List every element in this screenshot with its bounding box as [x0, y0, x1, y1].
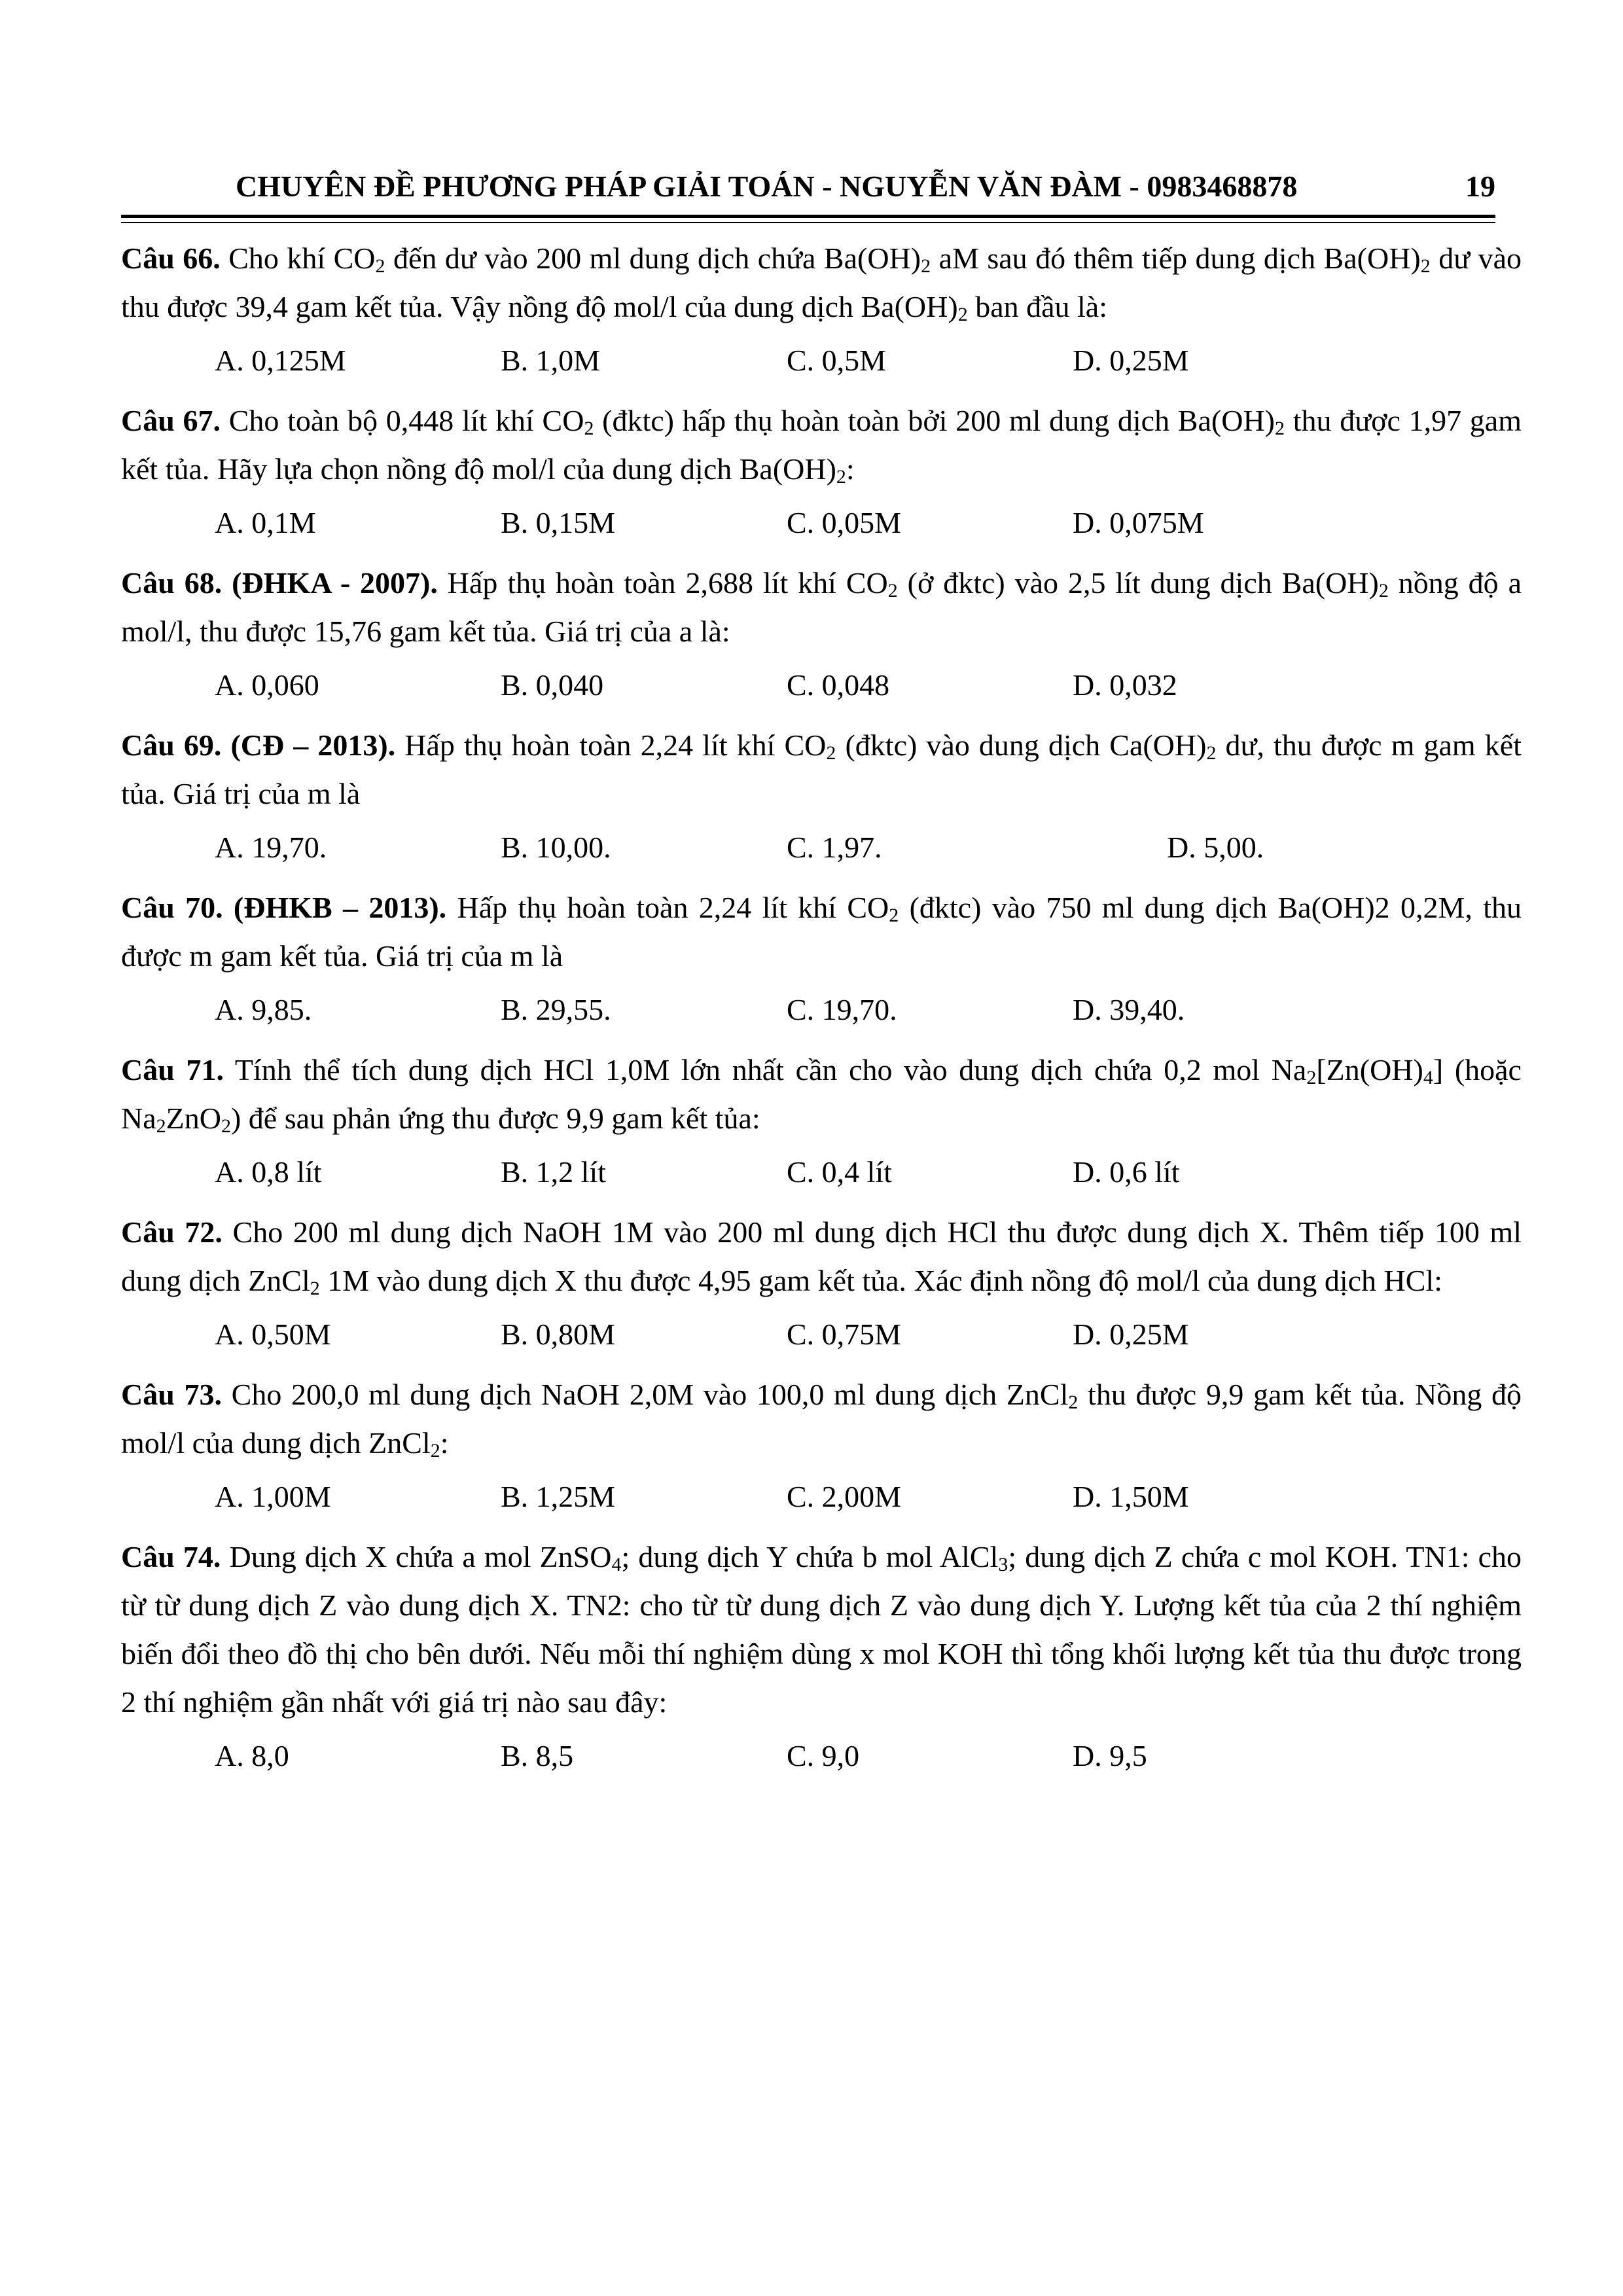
question-block — [121, 1533, 1522, 1780]
question-block — [121, 1371, 1522, 1521]
option-a: A. 9,85. — [215, 993, 312, 1026]
header-title: CHUYÊN ĐỀ PHƯƠNG PHÁP GIẢI TOÁN - NGUYỄN VĂN ĐÀM - 0983468878 — [236, 170, 1298, 203]
subscript: 2 — [921, 255, 931, 277]
subscript: 2 — [836, 466, 846, 488]
question-block — [121, 397, 1522, 547]
option-b: B. 1,0M — [501, 344, 601, 377]
option-a: A. 0,125M — [215, 344, 346, 377]
question-block — [121, 721, 1522, 872]
question-label: Câu 72. — [121, 1215, 223, 1249]
subscript: 2 — [310, 1278, 320, 1299]
answer-options — [121, 499, 1522, 547]
option-a: A. 0,50M — [215, 1318, 331, 1351]
subscript: 4 — [611, 1554, 622, 1575]
question-block — [121, 559, 1522, 709]
question-text: Câu 71. Tính thể tích dung dịch HCl 1,0M lớn nhất cần cho vào dung dịch chứa 0,2 mol $Na_2[Zn(OH)_4]$ (hoặc $Na_2ZnO_2$) để sau phản ứng thu được 9,9 gam kết tủa: — [121, 1053, 1522, 1137]
subscript: 2 — [375, 255, 385, 277]
subscript: 2 — [887, 580, 898, 601]
subscript: 2 — [156, 1115, 166, 1137]
option-b: B. 0,15M — [501, 506, 616, 539]
subscript: 2 — [1274, 418, 1285, 439]
question-text: Câu 73. Cho 200,0 ml dung dịch NaOH 2,0M vào 100,0 ml dung dịch ZnCl$_2$ thu được 9,9 gam kết tủa. Nồng độ mol/l của dung dịch ZnCl$_2$: — [121, 1378, 1522, 1462]
option-c: C. 0,4 lít — [787, 1155, 893, 1189]
option-d: D. 0,25M — [1073, 1318, 1189, 1351]
subscript: 2 — [584, 418, 594, 439]
option-d: D. 5,00. — [1167, 831, 1264, 864]
option-d: D. 9,5 — [1073, 1739, 1147, 1772]
page-header — [121, 169, 1495, 208]
question-block — [121, 1046, 1522, 1196]
option-d: D. 0,6 lít — [1073, 1155, 1180, 1189]
question-label: Câu 69. (CĐ – 2013). — [121, 728, 396, 762]
question-label: Câu 70. (ĐHKB – 2013). — [121, 891, 447, 924]
option-b: B. 1,2 lít — [501, 1155, 607, 1189]
answer-options — [121, 986, 1522, 1034]
option-d: D. 0,032 — [1073, 668, 1177, 702]
answer-options — [121, 1732, 1522, 1780]
question-label: Câu 67. — [121, 404, 221, 437]
option-c: C. 0,5M — [787, 344, 887, 377]
question-text: Câu 72. Cho 200 ml dung dịch NaOH 1M vào 200 ml dung dịch HCl thu được dung dịch X. Thêm tiếp 100 ml dung dịch ZnCl$_2$ 1M vào dung dịch X thu được 4,95 gam kết tủa. Xác định nồng độ mol/l của dung dịch HCl: — [121, 1215, 1522, 1299]
question-label: Câu 73. — [121, 1378, 222, 1411]
question-label: Câu 71. — [121, 1053, 224, 1086]
subscript: 3 — [998, 1554, 1008, 1575]
option-b: B. 1,25M — [501, 1480, 616, 1513]
option-a: A. 8,0 — [215, 1739, 289, 1772]
option-c: C. 0,05M — [787, 506, 902, 539]
subscript: 2 — [1068, 1391, 1079, 1413]
option-d: D. 0,075M — [1073, 506, 1204, 539]
option-c: C. 1,97. — [787, 831, 882, 864]
option-c: C. 0,048 — [787, 668, 890, 702]
subscript: 2 — [1306, 1067, 1317, 1088]
question-text: Câu 67. Cho toàn bộ 0,448 lít khí $CO_2$ (đktc) hấp thụ hoàn toàn bởi 200 ml dung dịch $Ba(OH)_2$ thu được 1,97 gam kết tủa. Hãy lựa chọn nồng độ mol/l của dung dịch $Ba(OH)_2$: — [121, 404, 1522, 488]
answer-options — [121, 1148, 1522, 1196]
header-rule-thin — [121, 222, 1495, 223]
option-c: C. 9,0 — [787, 1739, 860, 1772]
answer-options — [121, 823, 1522, 872]
option-c: C. 2,00M — [787, 1480, 902, 1513]
subscript: 2 — [826, 742, 836, 764]
answer-options — [121, 336, 1522, 385]
option-d: D. 0,25M — [1073, 344, 1189, 377]
question-block — [121, 234, 1522, 385]
option-b: B. 29,55. — [501, 993, 611, 1026]
question-text: Câu 74. Dung dịch X chứa a mol ZnSO$_4$; dung dịch Y chứa b mol AlCl$_3$; dung dịch Z chứa c mol KOH. TN1: cho từ từ dung dịch Z vào dung dịch X. TN2: cho từ từ dung dịch Z vào dung dịch Y. Lượng kết tủa của 2 thí nghiệm biến đổi theo đồ thị cho bên dưới. Nếu mỗi thí nghiệm dùng x mol KOH thì tổng khối lượng kết tủa thu được trong 2 thí nghiệm gần nhất với giá trị nào sau đây: — [121, 1540, 1522, 1719]
option-a: A. 19,70. — [215, 831, 327, 864]
question-text: Câu 69. (CĐ – 2013). Hấp thụ hoàn toàn 2,24 lít khí $CO_2$ (đktc) vào dung dịch $Ca(OH)_2$ dư, thu được m gam kết tủa. Giá trị của m là — [121, 728, 1522, 810]
question-text: Câu 66. Cho khí $CO_2$ đến dư vào 200 ml dung dịch chứa $Ba(OH)_2$ aM sau đó thêm tiếp dung dịch $Ba(OH)_2$ dư vào thu được 39,4 gam kết tủa. Vậy nồng độ mol/l của dung dịch $Ba(OH)_2$ ban đầu là: — [121, 242, 1522, 325]
option-a: A. 0,8 lít — [215, 1155, 322, 1189]
option-c: C. 19,70. — [787, 993, 897, 1026]
subscript: 2 — [430, 1440, 440, 1462]
answer-options — [121, 661, 1522, 709]
subscript: 4 — [1423, 1067, 1433, 1088]
question-list — [121, 234, 1522, 1792]
question-block — [121, 884, 1522, 1034]
subscript: 2 — [1206, 742, 1217, 764]
option-d: D. 39,40. — [1073, 993, 1185, 1026]
option-a: A. 0,1M — [215, 506, 316, 539]
option-a: A. 0,060 — [215, 668, 319, 702]
option-b: B. 8,5 — [501, 1739, 574, 1772]
question-text: Câu 68. (ĐHKA - 2007). Hấp thụ hoàn toàn 2,688 lít khí $CO_2$ (ở đktc) vào 2,5 lít dung dịch $Ba(OH)_2$ nồng độ a mol/l, thu được 15,76 gam kết tủa. Giá trị của a là: — [121, 566, 1522, 648]
option-d: D. 1,50M — [1073, 1480, 1189, 1513]
answer-options — [121, 1310, 1522, 1359]
option-b: B. 0,040 — [501, 668, 604, 702]
option-a: A. 1,00M — [215, 1480, 331, 1513]
subscript: 2 — [889, 905, 899, 926]
page-number: 19 — [1465, 170, 1495, 203]
question-text: Câu 70. (ĐHKB – 2013). Hấp thụ hoàn toàn 2,24 lít khí $CO_2$ (đktc) vào 750 ml dung dịch Ba(OH)2 0,2M, thu được m gam kết tủa. Giá trị của m là — [121, 891, 1522, 973]
subscript: 2 — [1378, 580, 1389, 601]
subscript: 2 — [221, 1115, 231, 1137]
subscript: 2 — [957, 304, 968, 325]
question-label: Câu 66. — [121, 242, 221, 275]
option-b: B. 0,80M — [501, 1318, 616, 1351]
subscript: 2 — [1420, 255, 1431, 277]
question-label: Câu 74. — [121, 1540, 221, 1573]
header-rule-thick — [121, 215, 1495, 218]
option-c: C. 0,75M — [787, 1318, 902, 1351]
question-label: Câu 68. (ĐHKA - 2007). — [121, 566, 438, 600]
option-b: B. 10,00. — [501, 831, 611, 864]
question-block — [121, 1208, 1522, 1359]
answer-options — [121, 1473, 1522, 1521]
